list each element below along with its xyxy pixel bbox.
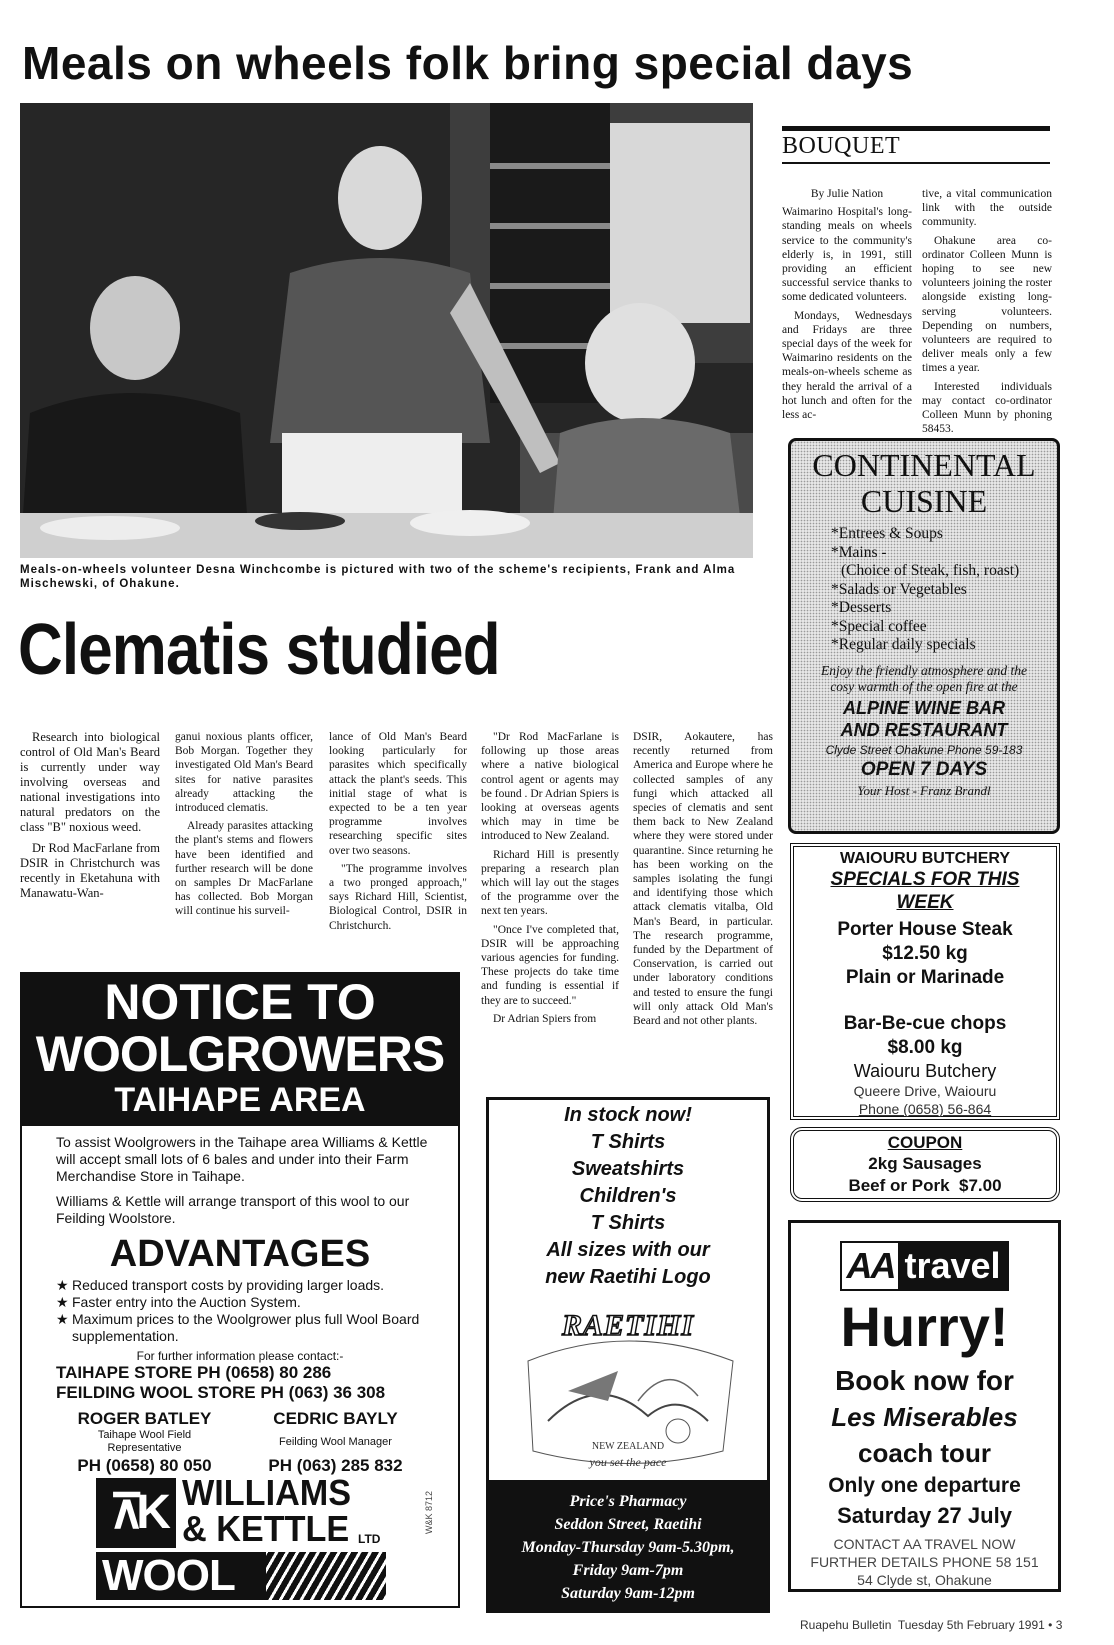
bouquet-p4: Ohakune area co-ordinator Colleen Munn is hoping to see new volunteers joining the roster alongside existing long-serving volunteers. Depending on numbers, volunteers are required to deliver meals only a few times a year. bbox=[922, 234, 1052, 375]
woolgrowers-title-3: TAIHAPE AREA bbox=[114, 1081, 366, 1119]
bouquet-col-2 bbox=[922, 187, 1052, 440]
continental-venue-1: ALPINE WINE BAR bbox=[843, 697, 1005, 718]
bouquet-title: BOUQUET bbox=[782, 133, 901, 159]
raetihi-logo bbox=[508, 1301, 748, 1481]
butchery-specials-1: SPECIALS FOR THIS bbox=[830, 869, 1020, 890]
pharmacy-footer-line: Price's Pharmacy bbox=[569, 1493, 687, 1510]
menu-item: *Desserts bbox=[831, 599, 892, 616]
aa-contact-3: 54 Clyde st, Ohakune bbox=[857, 1572, 992, 1588]
wk-logo-kettle: & KETTLE bbox=[182, 1508, 350, 1549]
woolgrowers-title-1: NOTICE TO bbox=[104, 974, 376, 1030]
pharmacy-line: T Shirts bbox=[590, 1212, 666, 1234]
pharmacy-footer-line: Friday 9am-7pm bbox=[572, 1562, 684, 1579]
advantage-item bbox=[56, 1277, 444, 1294]
bouquet-p5: Interested individuals may contact co-ordinator Colleen Munn by phoning 58453. bbox=[922, 380, 1052, 436]
store-1: TAIHAPE STORE PH (0658) 80 286 bbox=[56, 1363, 332, 1382]
butchery-item-1: Porter House Steak bbox=[837, 919, 1013, 940]
bouquet-byline: By Julie Nation bbox=[810, 188, 884, 200]
continental-tagline-2: cosy warmth of the open fire at the bbox=[830, 678, 1018, 694]
pharmacy-ad bbox=[486, 1097, 770, 1613]
pharmacy-lines bbox=[489, 1100, 767, 1291]
bouquet-col-1 bbox=[782, 187, 912, 426]
williams-kettle-logo bbox=[96, 1474, 396, 1602]
pharmacy-line: Sweatshirts bbox=[571, 1158, 685, 1180]
bouquet-p1: Waimarino Hospital's long-standing meals on wheels service to the community's elderly is, in 1991, still providing an efficient successful service thanks to some dedicated volunteers. bbox=[782, 206, 912, 304]
raetihi-logo-sub-1: NEW ZEALAND bbox=[591, 1441, 665, 1452]
person-2-role: Feilding Wool Manager bbox=[279, 1436, 392, 1448]
pharmacy-line: In stock now! bbox=[564, 1104, 692, 1126]
continental-title-2: CUISINE bbox=[860, 483, 988, 519]
continental-address: Clyde Street Ohakune Phone 59-183 bbox=[825, 742, 1023, 757]
clematis-p1: Research into biological control of Old Man's Beard is currently under way involving overseas and national investigations into natural predators on the class "B" noxious weed. bbox=[20, 730, 160, 834]
aa-logo-travel: travel bbox=[898, 1243, 1006, 1289]
aa-line-4: Only one departure bbox=[828, 1474, 1021, 1497]
aa-hurry: Hurry! bbox=[840, 1295, 1009, 1358]
menu-item: *Salads or Vegetables bbox=[831, 580, 967, 598]
person-2-name: CEDRIC BAYLY bbox=[273, 1409, 398, 1428]
clematis-p10: Dr Adrian Spiers from bbox=[493, 1012, 597, 1025]
wk-logo-wool-bar bbox=[96, 1552, 386, 1600]
main-headline: Meals on wheels folk bring special days bbox=[22, 37, 914, 89]
star-icon: ★ bbox=[56, 1294, 69, 1310]
aa-travel-ad bbox=[788, 1220, 1061, 1592]
coupon bbox=[790, 1127, 1060, 1202]
bouquet-p2: Mondays, Wednesdays and Fridays are three special days of the week for Waimarino residents on the meals-on-wheels scheme as they herald the arrival of a hot lunch and often for the less ac- bbox=[782, 309, 912, 422]
star-icon: ★ bbox=[56, 1277, 69, 1293]
continental-menu bbox=[801, 525, 1047, 655]
advantage-item bbox=[56, 1311, 444, 1345]
aa-logo-aa: AA bbox=[842, 1243, 898, 1289]
pharmacy-footer-line: Monday-Thursday 9am-5.30pm, bbox=[521, 1539, 735, 1556]
advantage-item bbox=[56, 1294, 444, 1311]
person-1-role-1: Taihape Wool Field bbox=[97, 1429, 192, 1441]
continental-venue-2: AND RESTAURANT bbox=[840, 719, 1008, 740]
contact-person-2 bbox=[243, 1409, 428, 1477]
advantage-text: Maximum prices to the Woolgrower plus full Wool Board supplementation. bbox=[72, 1311, 420, 1344]
continental-open: OPEN 7 DAYS bbox=[860, 758, 988, 780]
person-1-phone: PH (0658) 80 050 bbox=[77, 1456, 212, 1475]
contact-intro: For further information please contact:- bbox=[136, 1349, 344, 1363]
woolgrowers-ad bbox=[20, 972, 460, 1608]
pharmacy-line: T Shirts bbox=[590, 1131, 666, 1153]
aa-contact-2: FURTHER DETAILS PHONE 58 151 bbox=[810, 1554, 1039, 1570]
butchery-phone: Phone (0658) 56-864 bbox=[858, 1101, 992, 1117]
coupon-title: COUPON bbox=[887, 1133, 963, 1152]
wk-logo-wool: WOOL bbox=[102, 1552, 235, 1600]
pharmacy-line: Children's bbox=[579, 1185, 677, 1207]
continental-ad bbox=[788, 438, 1060, 834]
butchery-item-2: Bar-Be-cue chops bbox=[843, 1013, 1007, 1034]
bouquet-rule-2 bbox=[782, 162, 1050, 164]
raetihi-logo-sub-2: you set the pace bbox=[589, 1455, 667, 1469]
advantage-text: Faster entry into the Auction System. bbox=[72, 1294, 301, 1310]
woolgrowers-title-2: WOOLGROWERS bbox=[35, 1026, 445, 1082]
meals-photo bbox=[20, 103, 753, 558]
aa-line-1: Book now for bbox=[835, 1365, 1014, 1396]
contact-person-1 bbox=[52, 1409, 237, 1477]
wk-code: W&K 8712 bbox=[424, 1490, 434, 1534]
clematis-col-1 bbox=[20, 730, 160, 905]
butchery-item-1b: Plain or Marinade bbox=[845, 967, 1005, 988]
woolgrowers-para-1: To assist Woolgrowers in the Taihape area Williams & Kettle will accept small lots of 6 bales and under into their Farm Merchandise Store in Taihape. bbox=[56, 1134, 428, 1184]
aa-line-3: coach tour bbox=[858, 1438, 991, 1468]
woolgrowers-header bbox=[22, 974, 458, 1126]
clematis-p2: Dr Rod MacFarlane from DSIR in Christchurch was recently in Eketahuna with Manawatu-Wan- bbox=[20, 841, 160, 900]
photo-caption: Meals-on-wheels volunteer Desna Winchcombe is pictured with two of the scheme's recipients, Frank and Alma Mischewski, of Ohakune. bbox=[20, 564, 736, 590]
wk-logo-williams: WILLIAMS bbox=[182, 1472, 352, 1513]
person-1-role-2: Representative bbox=[107, 1442, 182, 1454]
continental-title-1: CONTINENTAL bbox=[812, 447, 1036, 483]
photo-illustration bbox=[20, 103, 753, 558]
page-footer: Ruapehu Bulletin Tuesday 5th February 1991 • 3 bbox=[800, 1618, 1063, 1632]
store-2: FEILDING WOOL STORE PH (063) 36 308 bbox=[56, 1383, 386, 1402]
pharmacy-footer-line: Saturday 9am-12pm bbox=[561, 1585, 695, 1602]
clematis-p4: Already parasites attacking the plant's stems and flowers have been identified and further research will be done on samples Dr MacFarlane has collected. Bob Morgan will continue his surveil- bbox=[175, 820, 313, 918]
clematis-p6: "The programme involves a two pronged approach," says Richard Hill, Scientist, Biological Control, DSIR in Christchurch. bbox=[329, 862, 467, 932]
aa-contact-1: CONTACT AA TRAVEL NOW bbox=[833, 1536, 1016, 1552]
clematis-p3: ganui noxious plants officer, Bob Morgan. Together they investigated Old Man's Beard sites for native parasites already attacking the introduced clematis. bbox=[175, 731, 313, 815]
coupon-line-2: Beef or Pork $7.00 bbox=[848, 1176, 1002, 1195]
clematis-col-5 bbox=[633, 730, 773, 1032]
butchery-price-2: $8.00 kg bbox=[887, 1037, 963, 1058]
bouquet-p3: tive, a vital communication link with the outside community. bbox=[922, 188, 1052, 229]
pharmacy-footer bbox=[489, 1480, 767, 1610]
menu-item: (Choice of Steak, fish, roast) bbox=[841, 562, 1020, 579]
aa-logo bbox=[840, 1241, 1008, 1291]
clematis-p8: Richard Hill is presently preparing a research plan which will lay out the stages of the programme over the next ten years. bbox=[481, 848, 619, 918]
aa-line-5: Saturday 27 July bbox=[837, 1503, 1012, 1528]
advantages-title: ADVANTAGES bbox=[109, 1233, 371, 1275]
continental-tagline-1: Enjoy the friendly atmosphere and the bbox=[820, 662, 1028, 678]
wk-logo-ltd: LTD bbox=[358, 1532, 381, 1546]
pharmacy-line: All sizes with our bbox=[546, 1239, 710, 1261]
person-1-name: ROGER BATLEY bbox=[77, 1409, 212, 1428]
butchery-name-2: Waiouru Butchery bbox=[853, 1061, 997, 1081]
advantages-list bbox=[22, 1277, 458, 1345]
butchery-specials-2: WEEK bbox=[896, 892, 954, 913]
aa-line-2: Les Miserables bbox=[831, 1402, 1018, 1432]
menu-item: *Mains - bbox=[831, 543, 887, 561]
wk-logo-stripes bbox=[266, 1552, 386, 1600]
clematis-p11: DSIR, Aokautere, has recently returned from America and Europe where he collected samples of any fungi which attacked all species of clematis and sent them back to New Zealand where they were stored under quarantine. Since returning he has been working on the samples isolating the fungi and identifying those which attack clematis vitalba, Old Man's Beard, in particular. The research programme, funded by the Department of Conservation, is carried out under laboratory conditions and tested to ensure the fungi will only attack Old Man's Beard and not other plants. bbox=[633, 731, 773, 1028]
clematis-p5: lance of Old Man's Beard looking particularly for parasites which specifically attack the plant's seeds. This initial stage of what is expected to be a ten year programme involves researching specific sites over two seasons. bbox=[329, 731, 467, 857]
menu-item: *Entrees & Soups bbox=[831, 525, 943, 542]
pharmacy-footer-line: Seddon Street, Raetihi bbox=[554, 1516, 702, 1533]
menu-item: *Regular daily specials bbox=[831, 636, 976, 653]
menu-item: *Special coffee bbox=[831, 617, 927, 635]
continental-host: Your Host - Franz Brandl bbox=[857, 782, 991, 798]
star-icon: ★ bbox=[56, 1311, 69, 1327]
butchery-name: WAIOURU BUTCHERY bbox=[839, 850, 1011, 867]
clematis-headline: Clematis studied bbox=[18, 610, 500, 690]
person-2-phone: PH (063) 285 832 bbox=[268, 1456, 403, 1475]
clematis-p7: "Dr Rod MacFarlane is following up those areas where a native biological control agent or agents may be found . Dr Adrian Spiers is looking at overseas agents which may in time be introduced to New Zealand. bbox=[481, 731, 619, 843]
butchery-address: Queere Drive, Waiouru bbox=[853, 1083, 997, 1099]
advantage-text: Reduced transport costs by providing larger loads. bbox=[72, 1277, 385, 1293]
clematis-p9: "Once I've completed that, DSIR will be approaching various agencies for funding. These projects do take time and funding is essential if they are to succeed." bbox=[481, 923, 619, 1007]
butchery-ad bbox=[790, 843, 1060, 1120]
woolgrowers-para-2: Williams & Kettle will arrange transport of this wool to our Feilding Woolstore. bbox=[56, 1193, 410, 1226]
butchery-price-1: $12.50 kg bbox=[882, 943, 968, 964]
pharmacy-line: new Raetihi Logo bbox=[545, 1266, 711, 1288]
bouquet-rule bbox=[782, 126, 1050, 131]
wk-logo-icon: ⊼K bbox=[96, 1478, 176, 1548]
clematis-col-4 bbox=[481, 730, 619, 1030]
coupon-line-1: 2kg Sausages bbox=[868, 1154, 982, 1173]
clematis-col-3 bbox=[329, 730, 467, 937]
raetihi-logo-text: RAETIHI bbox=[561, 1309, 695, 1342]
clematis-col-2 bbox=[175, 730, 313, 923]
